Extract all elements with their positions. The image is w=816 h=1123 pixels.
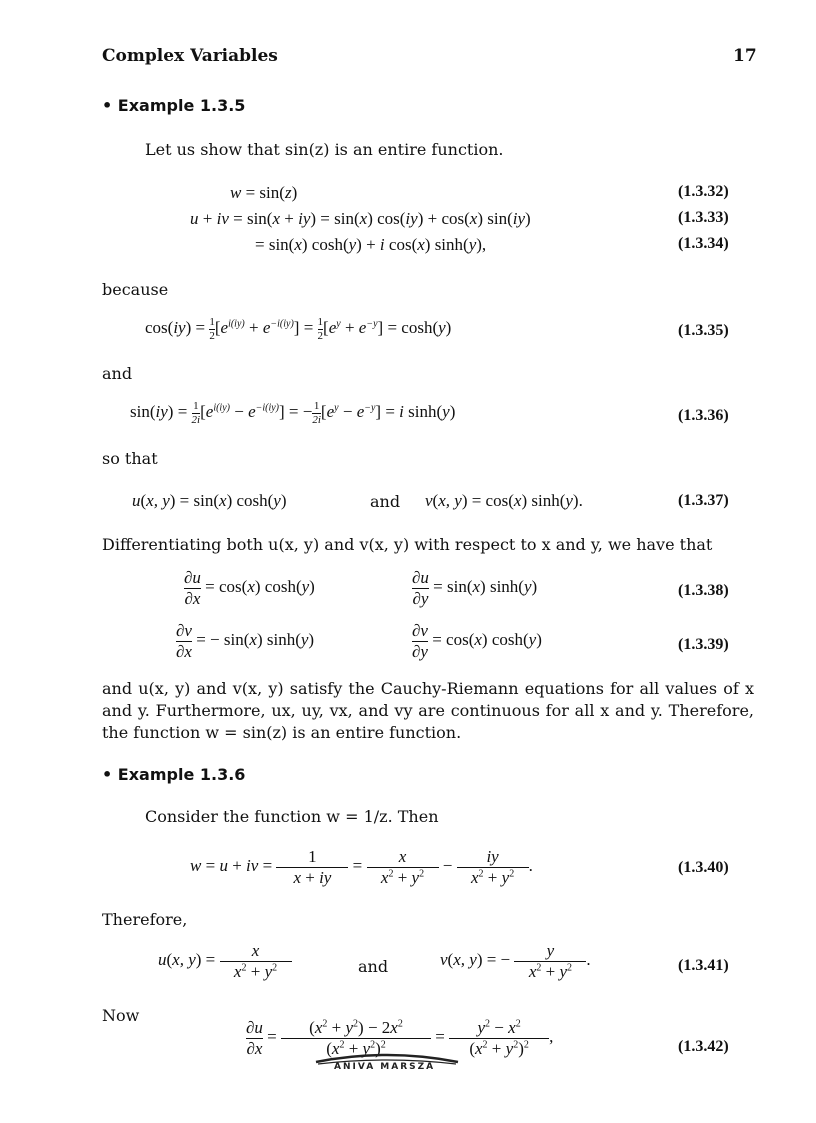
equation-number-1-3-34: (1.3.34) [678, 235, 729, 252]
equation-number-1-3-36: (1.3.36) [678, 407, 729, 424]
text-and: and [102, 364, 133, 383]
equation-1-3-37-left: u(x, y) = sin(x) cosh(y) [132, 491, 287, 510]
example-heading-1-3-6: • Example 1.3.6 [102, 765, 246, 784]
equation-number-1-3-38: (1.3.38) [678, 582, 729, 599]
equation-1-3-38-right: $\frac{\partial u}{\partial y}$ = sin(x) sinh(y) [412, 568, 538, 608]
equation-1-3-33: u + iv = sin(x + iy) = sin(x) cos(iy) + cos(x) sin(iy) [190, 209, 531, 228]
equation-number-1-3-35: (1.3.35) [678, 322, 729, 339]
library-stamp [312, 1052, 462, 1074]
example-intro-1-3-6: Consider the function w = 1/z. Then [145, 807, 439, 826]
equation-1-3-37-right: v(x, y) = cos(x) sinh(y). [425, 491, 583, 510]
equation-1-3-40: w = u + iv = $\frac{1}{x + iy}$ = $\frac{x}{x^2 + y^2}$ − $\frac{iy}{x^2 + y^2}$ . [190, 847, 533, 887]
equation-number-1-3-41: (1.3.41) [678, 957, 729, 974]
paragraph-conclusion: and u(x, y) and v(x, y) satisfy the Cauchy-Riemann equations for all values of x and y. Furthermore, ux, uy, vx, and vy are continuous for all x and y. Therefore, the function w = sin(z) is an entire function. [102, 679, 754, 742]
equation-number-1-3-32: (1.3.32) [678, 183, 729, 200]
equation-1-3-35: cos(iy) = $\frac{1}{2}$ $[e^{i(iy)} + e^{-i(iy)}]$ = $\frac{1}{2}$ $[e^y + e^{-y}] = \cosh(y)$ [145, 316, 452, 342]
equation-1-3-41-left: u(x, y) = $\frac{x}{x^2 + y^2}$ [158, 941, 292, 981]
equation-1-3-42: $\frac{\partial u}{\partial x}$ = $\frac{(x^2 + y^2) - 2x^2}{(x^2 + y^2)^2}$ = $\frac{y^2 - x^2}{(x^2 + y^2)^2}$ , [246, 1018, 554, 1058]
equation-1-3-32: w = sin(z) [230, 183, 298, 202]
text-and-1-3-41: and [358, 957, 389, 976]
example-intro: Let us show that sin(z) is an entire function. [145, 140, 504, 159]
stamp-text: ANIVA MARSZA [334, 1062, 436, 1072]
equation-1-3-38-left: $\frac{\partial u}{\partial x}$ = cos(x) cosh(y) [184, 568, 315, 608]
equation-number-1-3-37: (1.3.37) [678, 492, 729, 509]
page-number: 17 [733, 46, 757, 66]
paragraph-differentiating: Differentiating both u(x, y) and v(x, y) with respect to x and y, we have that [102, 535, 713, 554]
running-header-title: Complex Variables [102, 46, 278, 66]
text-therefore: Therefore, [102, 910, 188, 929]
equation-number-1-3-39: (1.3.39) [678, 636, 729, 653]
equation-number-1-3-40: (1.3.40) [678, 859, 729, 876]
text-and-1-3-37: and [370, 492, 401, 511]
equation-1-3-39-right: $\frac{\partial v}{\partial y}$ = cos(x) cosh(y) [412, 621, 542, 661]
text-now: Now [102, 1006, 140, 1025]
equation-1-3-34: = sin(x) cosh(y) + i cos(x) sinh(y), [255, 235, 487, 254]
text-because: because [102, 280, 169, 299]
equation-number-1-3-33: (1.3.33) [678, 209, 729, 226]
equation-number-1-3-42: (1.3.42) [678, 1038, 729, 1055]
equation-1-3-39-left: $\frac{\partial v}{\partial x}$ = − sin(x) sinh(y) [176, 621, 315, 661]
example-heading-1-3-5: • Example 1.3.5 [102, 96, 246, 115]
equation-1-3-36: sin(iy) = $\frac{1}{2i}$ $[e^{i(iy)} - e^{-i(iy)}]$ = − $\frac{1}{2i}$ $[e^y - e^{-y}] = i$ sinh(y) [130, 400, 456, 426]
text-so-that: so that [102, 449, 158, 468]
equation-1-3-41-right: v(x, y) = − $\frac{y}{x^2 + y^2}$ . [440, 941, 591, 981]
